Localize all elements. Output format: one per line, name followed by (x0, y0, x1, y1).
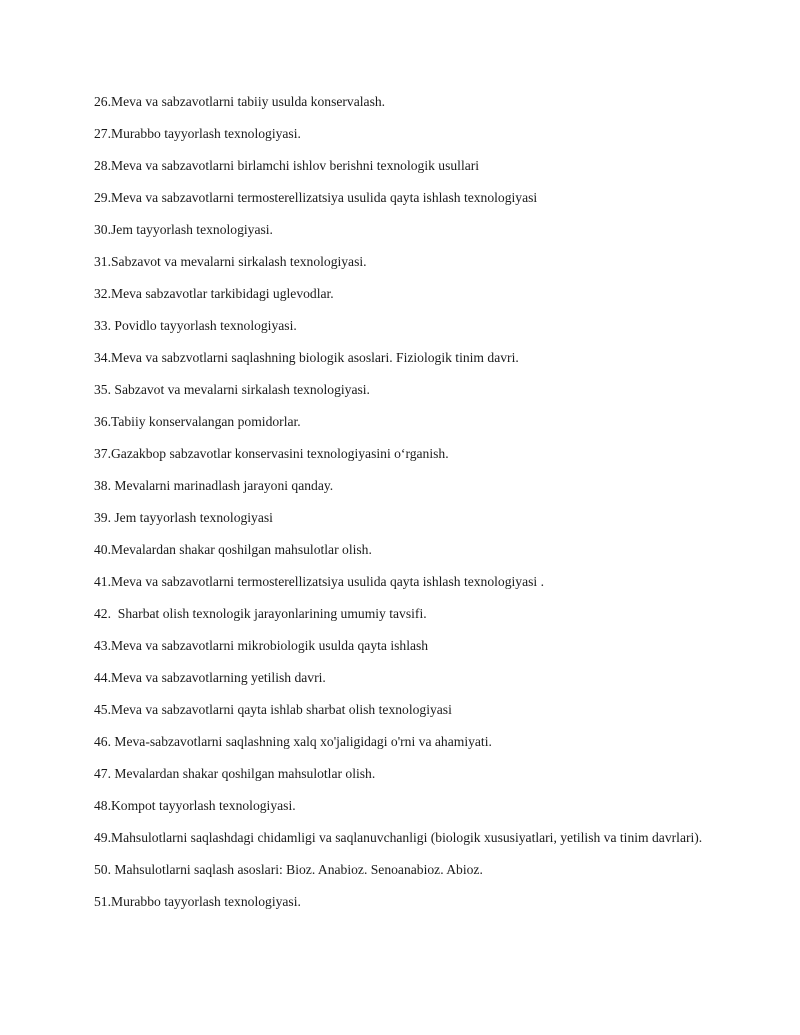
list-item: 48.Kompot tayyorlash texnologiyasi. (94, 798, 296, 813)
list-item: 41.Meva va sabzavotlarni termosterellizatsiya usulida qayta ishlash texnologiyasi . (94, 574, 544, 589)
list-item: 30.Jem tayyorlash texnologiyasi. (94, 222, 273, 237)
list-item: 32.Meva sabzavotlar tarkibidagi uglevodlar. (94, 286, 334, 301)
list-item: 33. Povidlo tayyorlash texnologiyasi. (94, 318, 297, 333)
list-item: 26.Meva va sabzavotlarni tabiiy usulda konservalash. (94, 94, 386, 109)
list-item: 38. Mevalarni marinadlash jarayoni qanday. (94, 478, 334, 493)
list-item: 28.Meva va sabzavotlarni birlamchi ishlov berishni texnologik usullari (94, 158, 480, 173)
list-item: 44.Meva va sabzavotlarning yetilish davri. (94, 670, 326, 685)
list-item: 35. Sabzavot va mevalarni sirkalash texnologiyasi. (94, 382, 370, 397)
list-item: 27.Murabbo tayyorlash texnologiyasi. (94, 126, 301, 141)
list-item: 31.Sabzavot va mevalarni sirkalash texnologiyasi. (94, 254, 367, 269)
list-item: 45.Meva va sabzavotlarni qayta ishlab sharbat olish texnologiyasi (94, 702, 452, 717)
list-item: 47. Mevalardan shakar qoshilgan mahsulotlar olish. (94, 766, 376, 781)
list-item: 34.Meva va sabzvotlarni saqlashning biologik asoslari. Fiziologik tinim davri. (94, 350, 519, 365)
list-item: 40.Mevalardan shakar qoshilgan mahsulotlar olish. (94, 542, 372, 557)
list-item: 36.Tabiiy konservalangan pomidorlar. (94, 414, 301, 429)
question-list (94, 93, 704, 925)
list-item: 50. Mahsulotlarni saqlash asoslari: Bioz. Anabioz. Senoanabioz. Abioz. (94, 862, 483, 877)
list-item: 43.Meva va sabzavotlarni mikrobiologik usulda qayta ishlash (94, 638, 429, 653)
list-item: 49.Mahsulotlarni saqlashdagi chidamligi va saqlanuvchanligi (biologik xususiyatlari, yetilish va tinim davrlari). (94, 830, 703, 845)
list-item: 37.Gazakbop sabzavotlar konservasini texnologiyasini o‘rganish. (94, 446, 449, 461)
list-item: 51.Murabbo tayyorlash texnologiyasi. (94, 894, 301, 909)
list-item: 39. Jem tayyorlash texnologiyasi (94, 510, 273, 525)
list-item: 42. Sharbat olish texnologik jarayonlarining umumiy tavsifi. (94, 606, 427, 621)
list-item: 46. Meva-sabzavotlarni saqlashning xalq xo'jaligidagi o'rni va ahamiyati. (94, 734, 492, 749)
list-item: 29.Meva va sabzavotlarni termosterellizatsiya usulida qayta ishlash texnologiyasi (94, 190, 538, 205)
